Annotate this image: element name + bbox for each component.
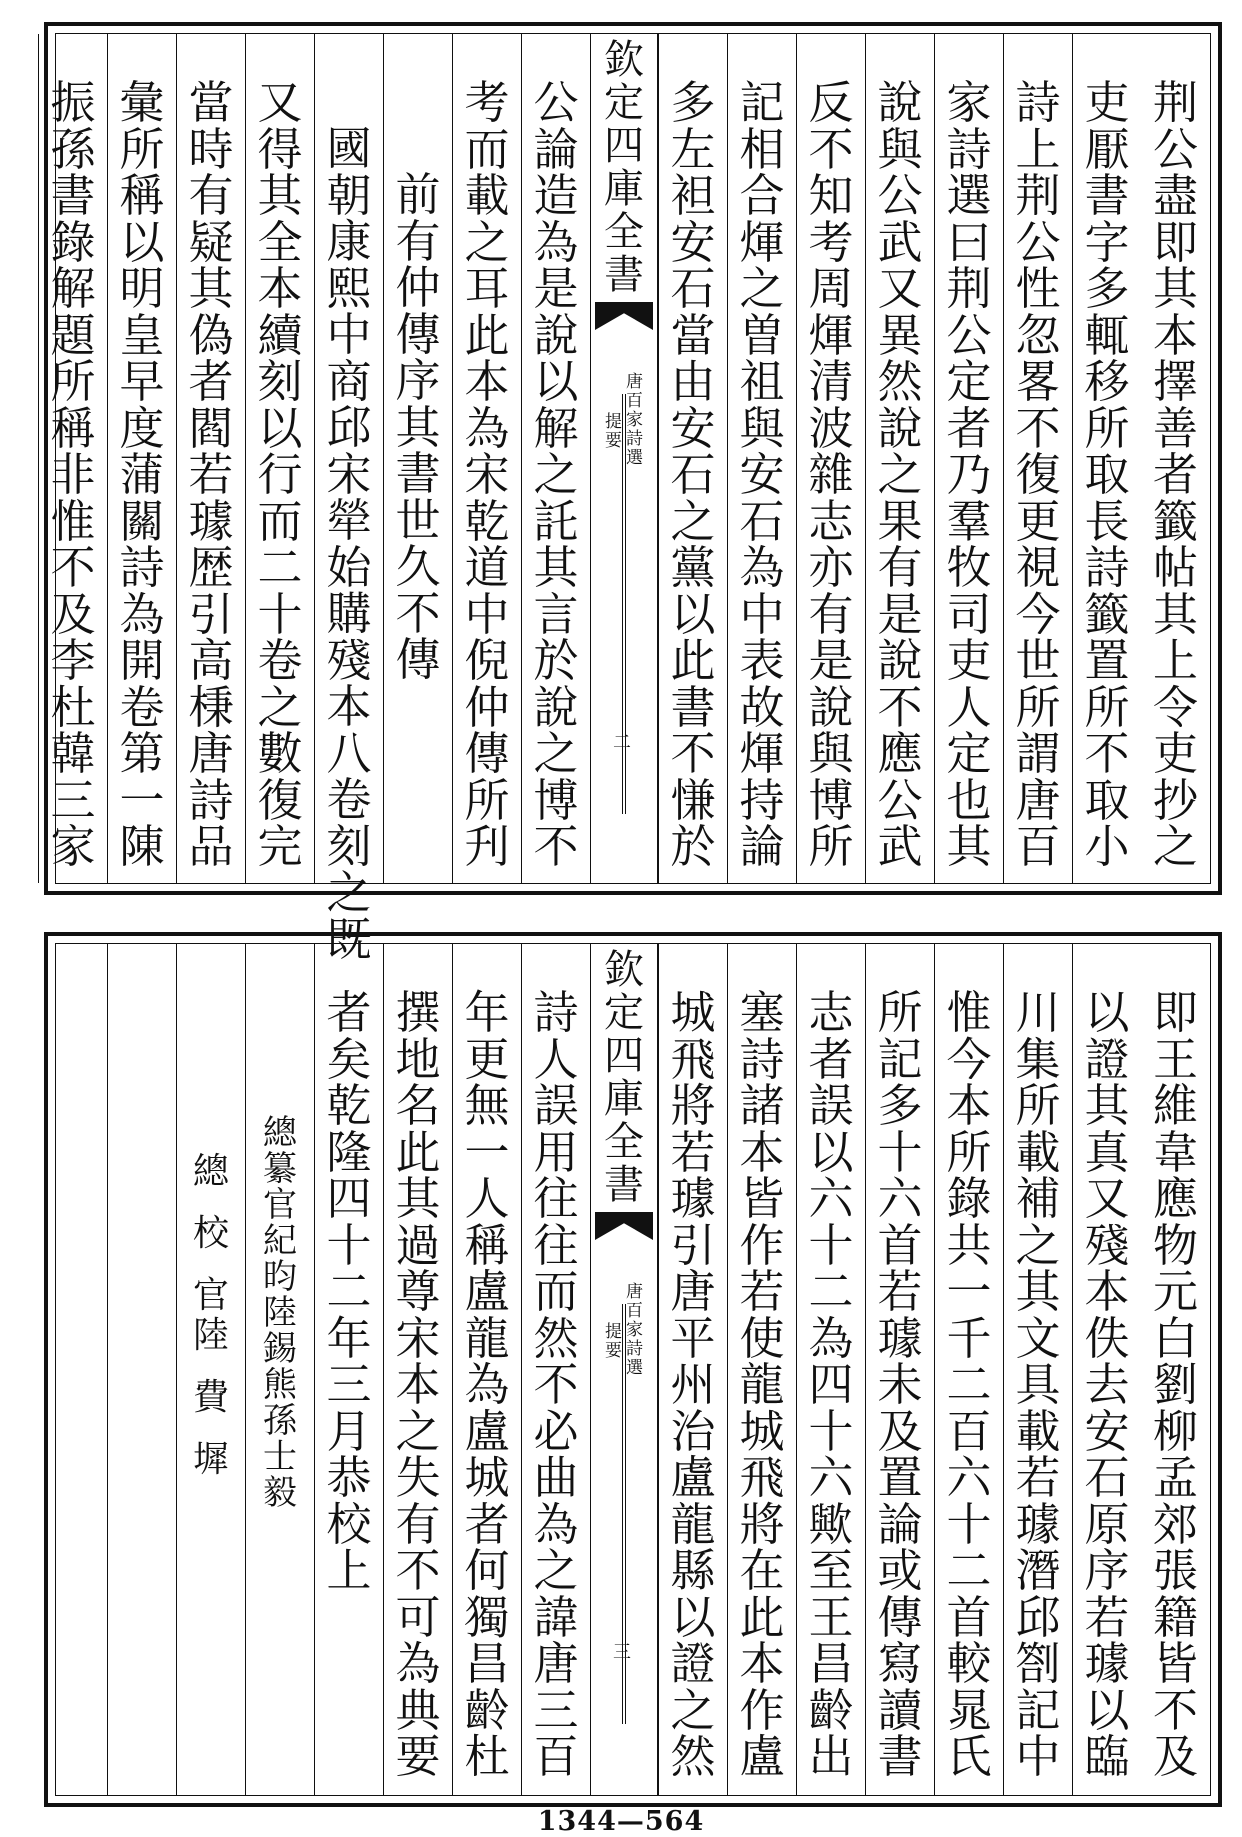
text-column [245,34,314,883]
text-column [1003,944,1072,1795]
fold-book-title: 欽 定 四 庫 全 書 [604,37,644,298]
column-text: 國 朝 康 熙 中 商 邱 宋 犖 始 購 殘 本 八 卷 刻 之 既 [326,122,372,966]
column-text: 吏 厭 書 字 多 輒 移 所 取 長 詩 籤 置 所 不 取 小 [1084,76,1130,873]
page-upper-frame [50,33,1211,966]
text-column [107,34,176,883]
proofreader-column [176,944,245,1795]
text-column [452,34,521,883]
fold-small-title [591,1284,657,1379]
page-upper [44,22,1222,966]
column-text: 公 論 造 為 是 說 以 解 之 託 其 言 於 說 之 博 不 [533,76,579,873]
empty-column [107,944,176,1795]
fold-strip [590,34,658,883]
column-text: 者 矣 乾 隆 四 十 二 年 三 月 恭 校 上 [326,986,372,1597]
column-text: 詩 人 誤 用 往 往 而 然 不 必 曲 為 之 諱 唐 三 百 [533,986,579,1783]
fold-book-title: 欽 定 四 庫 全 書 [604,947,644,1208]
text-column [521,944,590,1795]
text-column [452,944,521,1795]
text-column [383,944,452,1795]
text-column [658,944,727,1795]
column-text: 前 有 仲 傳 序 其 書 世 久 不 傳 [395,168,441,686]
fold-section: 提 要 [605,1322,622,1361]
fold-page-number: 二 [613,732,631,753]
column-text: 詩 上 荆 公 性 忽 畧 不 復 更 視 今 世 所 謂 唐 百 [1015,76,1061,873]
fold-page-number: 三 [613,1642,631,1663]
text-column [727,34,796,883]
text-column [865,34,934,883]
page-footer-number: 1344—564 [537,1806,705,1837]
text-column [1003,34,1072,883]
proofreader-title: 總 校 官 [192,1151,229,1316]
column-text: 記 相 合 煇 之 曽 祖 與 安 石 為 中 表 故 煇 持 論 [739,76,785,873]
text-column [1072,34,1141,883]
compilers-column [245,944,314,1795]
text-column [865,944,934,1795]
column-text: 年 更 無 一 人 稱 盧 龍 為 盧 城 者 何 獨 昌 齡 杜 [464,986,510,1783]
column-text: 志 者 誤 以 六 十 二 為 四 十 六 歟 至 王 昌 齡 出 [808,986,854,1783]
text-column [796,34,865,883]
text-column [658,34,727,883]
fold-strip [590,944,658,1795]
text-column [314,34,383,966]
column-text: 塞 詩 諸 本 皆 作 若 使 龍 城 飛 將 在 此 本 作 盧 [739,986,785,1783]
column-text: 即 王 維 韋 應 物 元 白 劉 柳 孟 郊 張 籍 皆 不 及 [1152,986,1198,1783]
text-column [1141,944,1210,1795]
compilers-title: 總 纂 官 [263,1113,297,1225]
column-text: 又 得 其 全 本 續 刻 以 行 而 二 十 卷 之 數 復 完 [257,76,303,873]
text-column [796,944,865,1795]
column-text: 考 而 載 之 耳 此 本 為 宋 乾 道 中 倪 仲 傳 所 刋 [464,76,510,873]
column-text: 川 集 所 載 補 之 其 文 具 載 若 璩 潛 邱 劄 記 中 [1015,986,1061,1783]
column-text: 撰 地 名 此 其 過 尊 宋 本 之 失 有 不 可 為 典 要 [395,986,441,1783]
fold-small-title [591,374,657,469]
column-text: 反 不 知 考 周 煇 清 波 雜 志 亦 有 是 說 與 博 所 [808,76,854,873]
fold-work-title: 唐 百 家 詩 選 [626,372,643,468]
text-column [383,34,452,883]
column-text: 荆 公 盡 即 其 本 擇 善 者 籤 帖 其 上 令 吏 抄 之 [1152,76,1198,873]
text-column [934,34,1003,883]
fold-section: 提 要 [605,412,622,451]
page-lower-frame [55,943,1211,1796]
column-text: 振 孫 書 錄 解 題 所 稱 非 惟 不 及 李 杜 韓 三 家 [50,76,96,873]
column-text: 當 時 有 疑 其 偽 者 閻 若 璩 歴 引 高 棅 唐 詩 品 [188,76,234,873]
fishtail-mark [595,1212,653,1240]
column-text: 說 與 公 武 又 異 然 說 之 果 有 是 說 不 應 公 武 [877,76,923,873]
text-column [314,944,383,1795]
column-text: 城 飛 將 若 璩 引 唐 平 州 治 盧 龍 縣 以 證 之 然 [670,986,716,1783]
text-column [934,944,1003,1795]
page-lower [44,932,1222,1807]
fold-work-title: 唐 百 家 詩 選 [626,1282,643,1378]
proofreader-name: 陸 費 墀 [192,1315,229,1480]
text-column [727,944,796,1795]
column-text: 以 證 其 真 又 殘 本 佚 去 安 石 原 序 若 璩 以 臨 [1084,986,1130,1783]
text-column [1141,34,1210,883]
text-column [38,34,107,883]
column-text: 惟 今 本 所 錄 共 一 千 二 百 六 十 二 首 較 晁 氏 [946,986,992,1783]
column-text: 所 記 多 十 六 首 若 璩 未 及 置 論 或 傳 寫 讀 書 [877,986,923,1783]
column-text: 多 左 袒 安 石 當 由 安 石 之 黨 以 此 書 不 慊 於 [670,76,716,873]
text-column [521,34,590,883]
text-column [1072,944,1141,1795]
column-text: 彙 所 稱 以 明 皇 早 度 蒲 關 詩 為 開 卷 第 一 陳 [119,76,165,873]
column-text: 家 詩 選 曰 荆 公 定 者 乃 羣 牧 司 吏 人 定 也 其 [946,76,992,873]
fishtail-mark [595,302,653,330]
compilers-names: 紀 昀 陸 錫 熊 孫 士 毅 [263,1221,297,1513]
text-column [176,34,245,883]
